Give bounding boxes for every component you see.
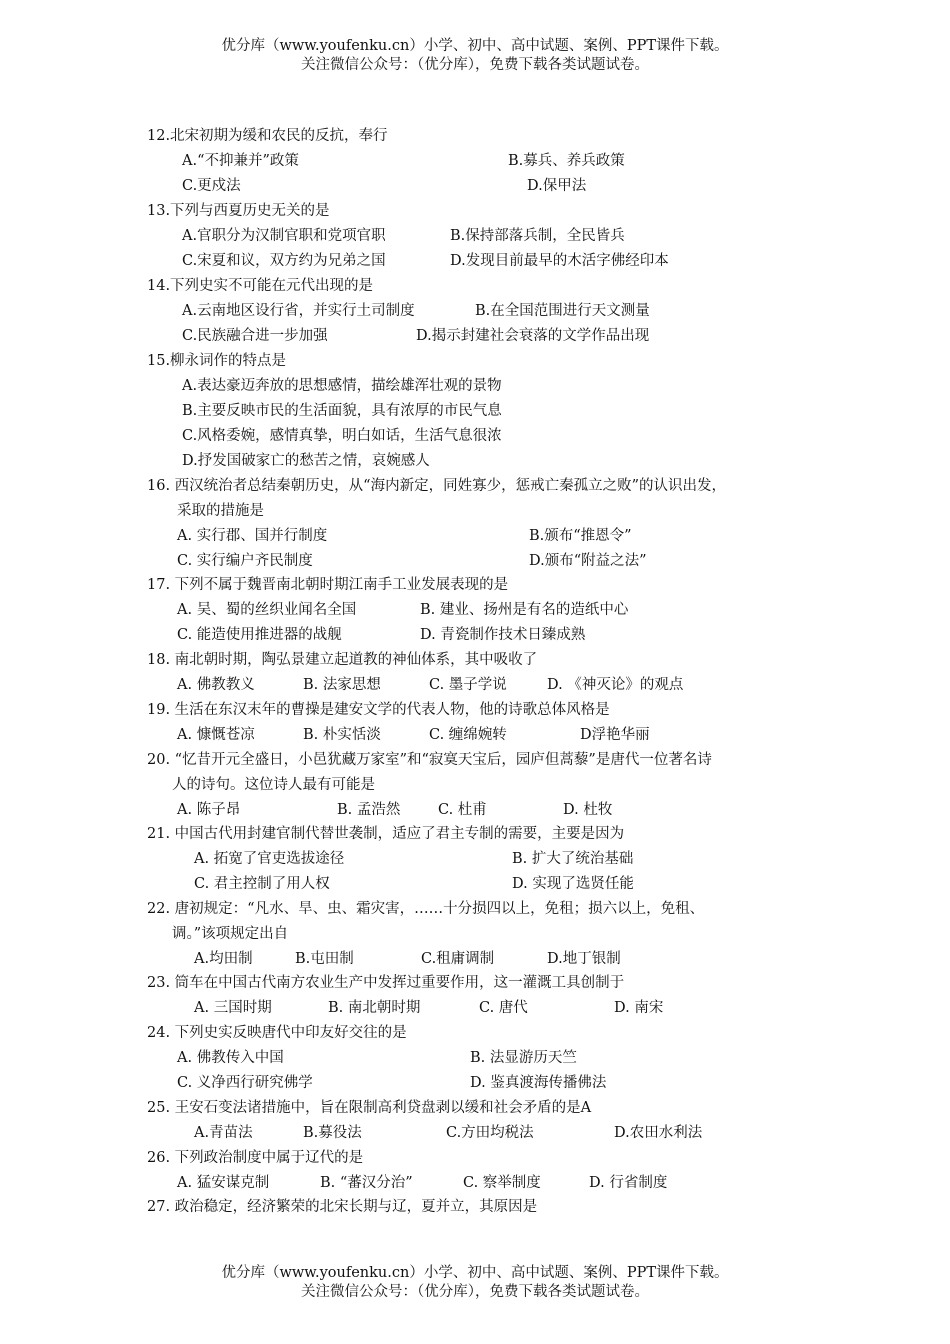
option-d: D. 行省制度 bbox=[589, 1175, 668, 1191]
option-a: A.表达豪迈奔放的思想感情，描绘雄浑壮观的景物 bbox=[182, 378, 502, 394]
option-a: A.均田制 bbox=[194, 951, 253, 967]
question-stem: 13.下列与西夏历史无关的是 bbox=[147, 203, 330, 219]
option-d: D.保甲法 bbox=[527, 178, 587, 194]
option-d: D.抒发国破家亡的愁苦之情，哀婉感人 bbox=[182, 453, 430, 469]
option-b: B.颁布“推恩令” bbox=[529, 528, 632, 544]
option-c: C.租庸调制 bbox=[421, 951, 495, 967]
option-b: B. 法家思想 bbox=[303, 677, 381, 693]
option-d: D.农田水利法 bbox=[614, 1125, 703, 1141]
option-a: A.官职分为汉制官职和党项官职 bbox=[182, 228, 386, 244]
option-b: B.主要反映市民的生活面貌，具有浓厚的市民气息 bbox=[182, 403, 502, 419]
option-c: C.方田均税法 bbox=[446, 1125, 534, 1141]
option-b: B.在全国范围进行天文测量 bbox=[475, 303, 650, 319]
option-a: A. 拓宽了官吏选拔途径 bbox=[194, 851, 345, 867]
option-c: C.民族融合进一步加强 bbox=[182, 328, 328, 344]
option-c: C. 察举制度 bbox=[463, 1175, 541, 1191]
stem-line-2: 采取的措施是 bbox=[177, 503, 264, 519]
question-stem: 16. 西汉统治者总结秦朝历史，从“海内新定，同姓寡少，惩戒亡秦孤立之败”的认识出发， bbox=[147, 478, 726, 494]
question-stem: 19. 生活在东汉末年的曹操是建安文学的代表人物，他的诗歌总体风格是 bbox=[147, 702, 610, 718]
option-d: D. 《神灭论》的观点 bbox=[547, 677, 684, 693]
option-d: D. 实现了选贤任能 bbox=[512, 876, 634, 892]
option-b: B. “蕃汉分治” bbox=[320, 1175, 413, 1191]
question-stem: 17. 下列不属于魏晋南北朝时期江南手工业发展表现的是 bbox=[147, 577, 509, 593]
question-stem: 18. 南北朝时期，陶弘景建立起道教的神仙体系，其中吸收了 bbox=[147, 652, 538, 668]
option-c: C. 义净西行研究佛学 bbox=[177, 1075, 313, 1091]
option-b: B.募兵、养兵政策 bbox=[508, 153, 625, 169]
option-c: C. 君主控制了用人权 bbox=[194, 876, 330, 892]
option-c: C.宋夏和议，双方约为兄弟之国 bbox=[182, 253, 386, 269]
option-c: C. 唐代 bbox=[479, 1000, 528, 1016]
option-d: D浮艳华丽 bbox=[580, 727, 650, 743]
option-b: B. 南北朝时期 bbox=[328, 1000, 421, 1016]
option-b: B. 朴实恬淡 bbox=[303, 727, 381, 743]
option-d: D.揭示封建社会衰落的文学作品出现 bbox=[416, 328, 650, 344]
option-d: D. 杜牧 bbox=[563, 802, 613, 818]
option-a: A. 实行郡、国并行制度 bbox=[177, 528, 328, 544]
option-b: B.保持部落兵制，全民皆兵 bbox=[450, 228, 625, 244]
option-d: D. 青瓷制作技术日臻成熟 bbox=[420, 627, 586, 643]
question-stem: 23. 筒车在中国古代南方农业生产中发挥过重要作用，这一灌溉工具创制于 bbox=[147, 975, 625, 991]
option-b: B.屯田制 bbox=[295, 951, 354, 967]
option-a: A. 三国时期 bbox=[194, 1000, 272, 1016]
question-stem: 14.下列史实不可能在元代出现的是 bbox=[147, 278, 374, 294]
stem-line-2: 人的诗句。这位诗人最有可能是 bbox=[172, 777, 375, 793]
option-a: A. 吴、蜀的丝织业闻名全国 bbox=[177, 602, 357, 618]
option-b: B. 建业、扬州是有名的造纸中心 bbox=[420, 602, 629, 618]
footer-line-1: 优分库（www.youfenku.cn）小学、初中、高中试题、案例、PPT课件下载。 bbox=[221, 1265, 729, 1281]
option-d: D. 鉴真渡海传播佛法 bbox=[470, 1075, 607, 1091]
option-a: A. 佛教教义 bbox=[177, 677, 255, 693]
question-stem: 12.北宋初期为缓和农民的反抗，奉行 bbox=[147, 128, 388, 144]
option-c: C.更戍法 bbox=[182, 178, 241, 194]
option-d: D.颁布“附益之法” bbox=[529, 553, 647, 569]
question-stem: 15.柳永词作的特点是 bbox=[147, 353, 287, 369]
option-c: C. 实行编户齐民制度 bbox=[177, 553, 313, 569]
option-d: D.地丁银制 bbox=[547, 951, 621, 967]
option-b: B.募役法 bbox=[303, 1125, 362, 1141]
option-c: C. 能造使用推进器的战舰 bbox=[177, 627, 342, 643]
question-stem: 22. 唐初规定：“凡水、旱、虫、霜灾害，……十分损四以上，免租；损六以上，免租、 bbox=[147, 901, 705, 917]
option-b: B. 法显游历天竺 bbox=[470, 1050, 577, 1066]
option-d: D.发现目前最早的木活字佛经印本 bbox=[450, 253, 669, 269]
question-stem: 27. 政治稳定，经济繁荣的北宋长期与辽，夏并立，其原因是 bbox=[147, 1199, 538, 1215]
option-a: A.“不抑兼并”政策 bbox=[182, 153, 299, 169]
footer-line-2: 关注微信公众号：（优分库），免费下载各类试题试卷。 bbox=[301, 1284, 649, 1300]
stem-line-2: 调。”该项规定出自 bbox=[172, 926, 289, 942]
header-line-1: 优分库（www.youfenku.cn）小学、初中、高中试题、案例、PPT课件下载。 bbox=[221, 38, 729, 54]
option-c: C. 缠绵婉转 bbox=[429, 727, 507, 743]
question-stem: 24. 下列史实反映唐代中印友好交往的是 bbox=[147, 1025, 407, 1041]
question-stem: 20. “忆昔开元全盛日，小邑犹藏万家室”和“寂寞天宝后，园庐但蒿藜”是唐代一位著名诗 bbox=[147, 752, 712, 768]
option-a: A. 陈子昂 bbox=[177, 802, 241, 818]
option-b: B. 扩大了统治基础 bbox=[512, 851, 634, 867]
option-d: D. 南宋 bbox=[614, 1000, 664, 1016]
page-footer bbox=[0, 1264, 950, 1302]
page-header bbox=[0, 37, 950, 75]
option-a: A.云南地区设行省，并实行土司制度 bbox=[182, 303, 415, 319]
question-stem: 21. 中国古代用封建官制代替世袭制，适应了君主专制的需要，主要是因为 bbox=[147, 826, 625, 842]
header-line-2: 关注微信公众号：（优分库），免费下载各类试题试卷。 bbox=[301, 57, 649, 73]
option-c: C.风格委婉，感情真挚，明白如话，生活气息很浓 bbox=[182, 428, 502, 444]
option-a: A. 佛教传入中国 bbox=[177, 1050, 284, 1066]
option-a: A.青苗法 bbox=[194, 1125, 253, 1141]
option-c: C. 墨子学说 bbox=[429, 677, 507, 693]
question-stem: 25. 王安石变法诸措施中，旨在限制高利贷盘剥以缓和社会矛盾的是A bbox=[147, 1100, 592, 1116]
question-stem: 26. 下列政治制度中属于辽代的是 bbox=[147, 1150, 364, 1166]
option-a: A. 猛安谋克制 bbox=[177, 1175, 270, 1191]
option-c: C. 杜甫 bbox=[438, 802, 487, 818]
option-b: B. 孟浩然 bbox=[337, 802, 401, 818]
option-a: A. 慷慨苍凉 bbox=[177, 727, 255, 743]
